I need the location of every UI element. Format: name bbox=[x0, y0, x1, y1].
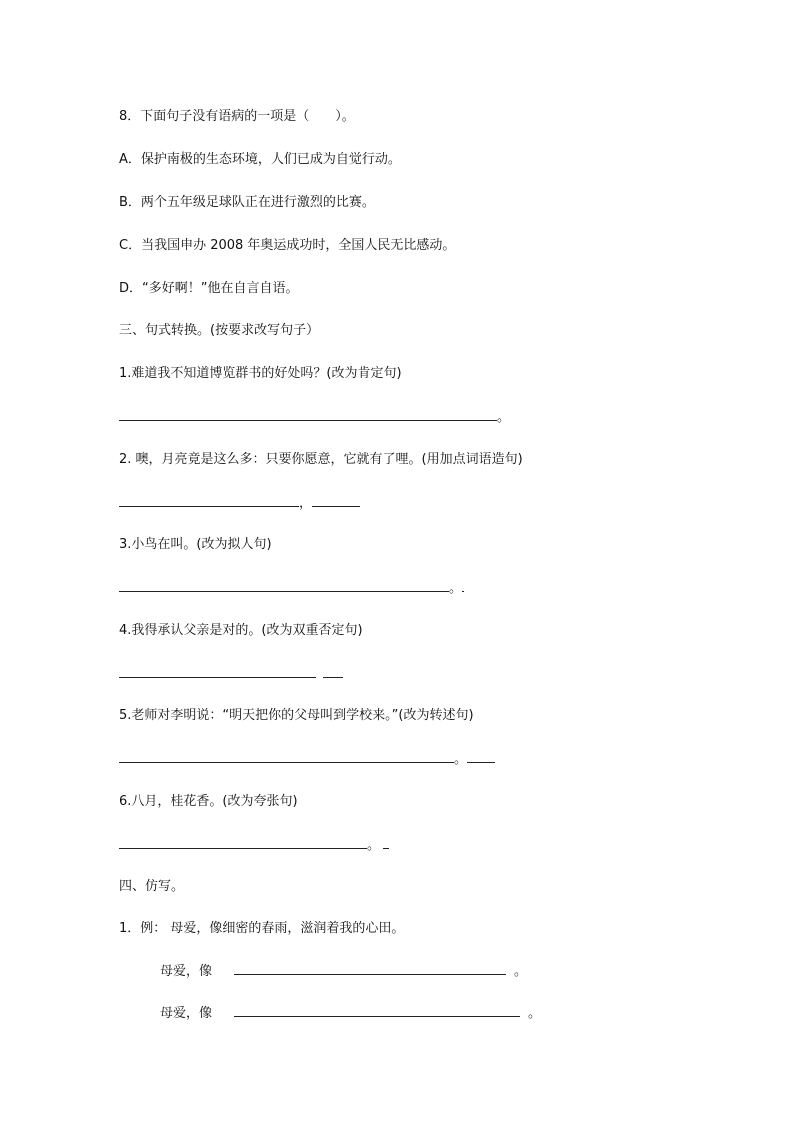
item-1-prompt: 1.难道我不知道博览群书的好处吗？(改为肯定句) bbox=[119, 366, 402, 381]
item-2-answer-line bbox=[119, 494, 360, 512]
question-8-stem: 8．下面句子没有语病的一项是（ ）。 bbox=[119, 109, 355, 124]
answer-blank[interactable] bbox=[119, 494, 299, 507]
end-mark: 。 bbox=[454, 752, 468, 767]
answer-blank[interactable] bbox=[119, 750, 169, 763]
end-mark: ， bbox=[299, 496, 313, 511]
section-3-heading: 三、句式转换。(按要求改写句子） bbox=[119, 323, 320, 338]
item-5-answer-line bbox=[119, 750, 495, 768]
lead-text: 母爱，像 bbox=[160, 1006, 213, 1021]
end-mark: 。 bbox=[449, 581, 463, 596]
answer-blank[interactable] bbox=[119, 836, 367, 849]
option-c: C．当我国申办 2008 年奥运成功时，全国人民无比感动。 bbox=[119, 238, 456, 253]
item-4-prompt: 4.我得承认父亲是对的。(改为双重否定句) bbox=[119, 623, 363, 638]
imitation-line-2 bbox=[160, 1004, 541, 1022]
answer-blank[interactable] bbox=[119, 665, 316, 678]
end-mark: 。 bbox=[528, 1006, 542, 1021]
example-sentence: 1．例： 母爱，像细密的春雨，滋润着我的心田。 bbox=[119, 921, 405, 936]
answer-blank[interactable] bbox=[312, 494, 360, 507]
answer-blank[interactable] bbox=[169, 750, 454, 763]
item-6-prompt: 6.八月，桂花香。(改为夸张句) bbox=[119, 794, 298, 809]
end-mark: 。 bbox=[497, 410, 511, 425]
end-mark: 。 bbox=[367, 838, 381, 853]
item-4-answer-line bbox=[119, 665, 343, 683]
item-3-answer-line bbox=[119, 579, 464, 597]
option-d: D．“多好啊！”他在自言自语。 bbox=[119, 281, 299, 296]
item-2-prompt: 2. 噢，月亮竟是这么多：只要你愿意，它就有了哩。(用加点词语造句) bbox=[119, 452, 523, 467]
option-a: A．保护南极的生态环境，人们已成为自觉行动。 bbox=[119, 152, 401, 167]
item-1-answer-line bbox=[119, 408, 510, 426]
option-b: B．两个五年级足球队正在进行激烈的比赛。 bbox=[119, 195, 375, 210]
answer-blank[interactable] bbox=[234, 962, 506, 975]
end-mark: 。 bbox=[514, 964, 528, 979]
answer-blank[interactable] bbox=[383, 836, 389, 849]
answer-blank[interactable] bbox=[462, 579, 464, 592]
answer-blank[interactable] bbox=[234, 1004, 520, 1017]
section-4-heading: 四、仿写。 bbox=[119, 879, 185, 894]
answer-blank[interactable] bbox=[323, 665, 343, 678]
lead-text: 母爱，像 bbox=[160, 964, 213, 979]
item-6-answer-line bbox=[119, 836, 389, 854]
imitation-line-1 bbox=[160, 962, 527, 980]
answer-blank[interactable] bbox=[467, 750, 495, 763]
item-5-prompt: 5.老师对李明说：“明天把你的父母叫到学校来。”(改为转述句) bbox=[119, 708, 474, 723]
answer-blank[interactable] bbox=[119, 579, 449, 592]
answer-blank[interactable] bbox=[119, 408, 497, 421]
item-3-prompt: 3.小鸟在叫。(改为拟人句) bbox=[119, 537, 272, 552]
